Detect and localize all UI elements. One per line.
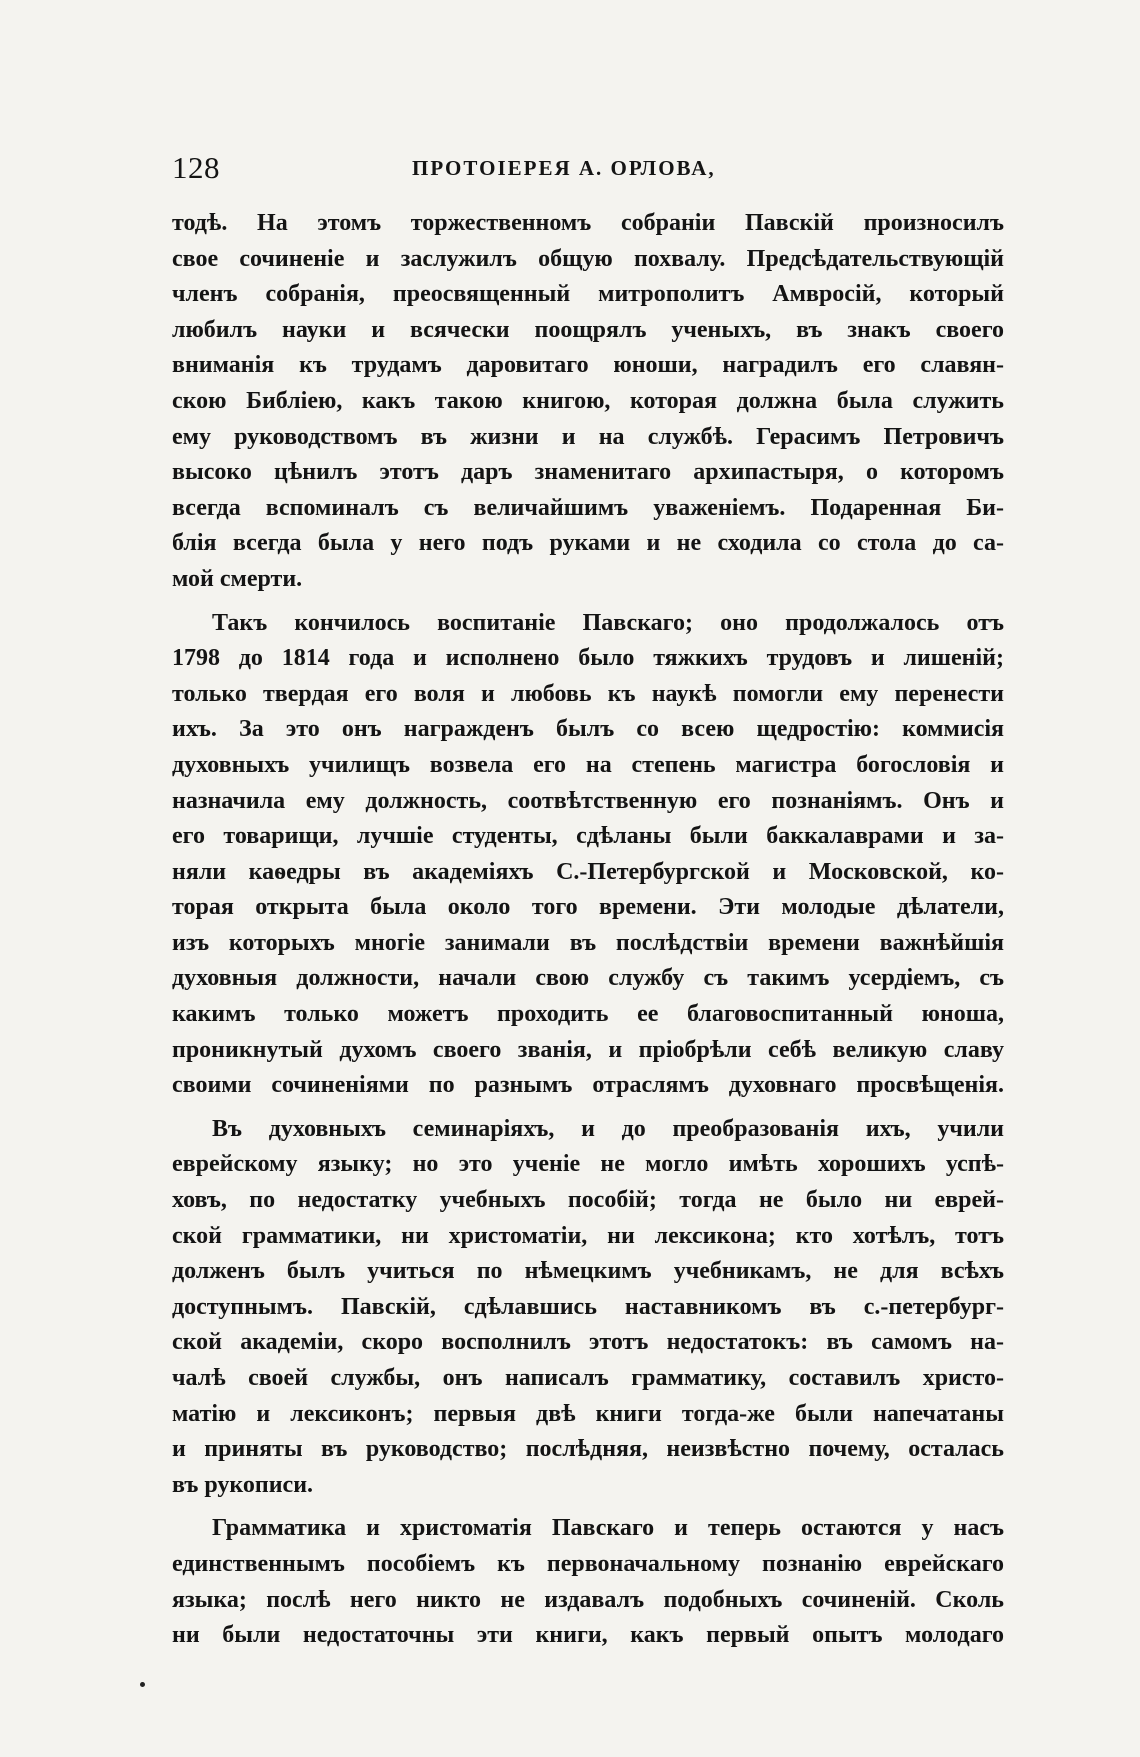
text-line: проникнутый духомъ своего званія, и пріобрѣли себѣ великую славу <box>172 1036 1004 1063</box>
text-line: въ рукописи. <box>172 1471 314 1498</box>
text-line: какимъ только можетъ проходить ее благовоспитанный юноша, <box>172 1001 1004 1028</box>
text-line: его товарищи, лучшіе студенты, сдѣланы были баккалаврами и за- <box>172 823 1004 850</box>
text-line: назначила ему должность, соотвѣтственную его познаніямъ. Онъ и <box>172 787 1004 814</box>
text-line: няли каѳедры въ академіяхъ С.-Петербургской и Московской, ко- <box>172 858 1004 885</box>
text-line: свое сочиненіе и заслужилъ общую похвалу. Предсѣдательствующій <box>172 245 1004 272</box>
text-line: ской академіи, скоро восполнилъ этотъ недостатокъ: въ самомъ на- <box>172 1329 1004 1356</box>
text-line: торая открыта была около того времени. Эти молодые дѣлатели, <box>172 894 1004 921</box>
text-line: ни были недостаточны эти книги, какъ первый опытъ молодаго <box>172 1622 1004 1649</box>
text-line: доступнымъ. Павскій, сдѣлавшись наставникомъ въ с.-петербург- <box>172 1293 1004 1320</box>
ink-speck <box>140 1682 145 1687</box>
paragraph-2 <box>172 606 1004 1104</box>
text-line: членъ собранія, преосвященный митрополитъ Амвросій, который <box>172 281 1004 308</box>
running-title: ПРОТОІЕРЕЯ А. ОРЛОВА, <box>412 156 716 180</box>
text-line: ихъ. За это онъ награжденъ былъ со всею щедростію: коммисія <box>172 716 1004 743</box>
paragraph-4 <box>172 1511 1004 1653</box>
text-line: Въ духовныхъ семинаріяхъ, и до преобразованія ихъ, учили <box>212 1115 1004 1142</box>
body-text <box>172 206 1004 1662</box>
text-line: духовныхъ училищъ возвела его на степень магистра богословія и <box>172 751 1004 778</box>
text-line: ему руководствомъ въ жизни и на службѣ. Герасимъ Петровичъ <box>172 423 1004 450</box>
text-line: Грамматика и христоматія Павскаго и теперь остаются у насъ <box>212 1515 1004 1542</box>
text-line: Такъ кончилось воспитаніе Павскаго; оно продолжалось отъ <box>212 609 1004 636</box>
text-line: своими сочиненіями по разнымъ отраслямъ духовнаго просвѣщенія. <box>172 1072 1004 1099</box>
running-head <box>172 150 1004 190</box>
text-line: скою Библіею, какъ такою книгою, которая должна была служить <box>172 387 1004 414</box>
text-line: высоко цѣнилъ этотъ даръ знаменитаго архипастыря, о которомъ <box>172 459 1004 486</box>
paragraph-3 <box>172 1112 1004 1504</box>
text-line: тодѣ. На этомъ торжественномъ собраніи Павскій произносилъ <box>172 210 1004 236</box>
text-line: блія всегда была у него подъ руками и не сходила со стола до са- <box>172 530 1004 557</box>
text-line: изъ которыхъ многіе занимали въ послѣдствіи времени важнѣйшія <box>172 929 1004 956</box>
text-line: матію и лексиконъ; первыя двѣ книги тогда-же были напечатаны <box>172 1400 1004 1427</box>
text-line: чалѣ своей службы, онъ написалъ грамматику, составилъ христо- <box>172 1365 1004 1391</box>
text-line: только твердая его воля и любовь къ наукѣ помогли ему перенести <box>172 680 1004 707</box>
text-line: 1798 до 1814 года и исполнено было тяжкихъ трудовъ и лишеній; <box>172 645 1004 672</box>
text-line: вниманія къ трудамъ даровитаго юноши, наградилъ его славян- <box>172 352 1004 379</box>
text-line: еврейскому языку; но это ученіе не могло имѣть хорошихъ успѣ- <box>172 1151 1004 1178</box>
text-line: и приняты въ руководство; послѣдняя, неизвѣстно почему, осталась <box>172 1436 1004 1463</box>
text-line: языка; послѣ него никто не издавалъ подобныхъ сочиненій. Сколь <box>172 1586 1004 1613</box>
text-line: единственнымъ пособіемъ къ первоначальному познанію еврейскаго <box>172 1550 1004 1577</box>
text-line: духовныя должности, начали свою службу съ такимъ усердіемъ, съ <box>172 965 1004 992</box>
text-line: любилъ науки и всячески поощрялъ ученыхъ, въ знакъ своего <box>172 316 1004 343</box>
page-number: 128 <box>172 150 220 185</box>
paragraph-1 <box>172 206 1004 598</box>
text-line: мой смерти. <box>172 565 303 592</box>
text-line: ховъ, по недостатку учебныхъ пособій; тогда не было ни еврей- <box>172 1187 1004 1214</box>
text-line: всегда вспоминалъ съ величайшимъ уваженіемъ. Подаренная Би- <box>172 494 1004 521</box>
text-line: долженъ былъ учиться по нѣмецкимъ учебникамъ, не для всѣхъ <box>172 1258 1004 1285</box>
text-line: ской грамматики, ни христоматіи, ни лексикона; кто хотѣлъ, тотъ <box>172 1222 1004 1249</box>
